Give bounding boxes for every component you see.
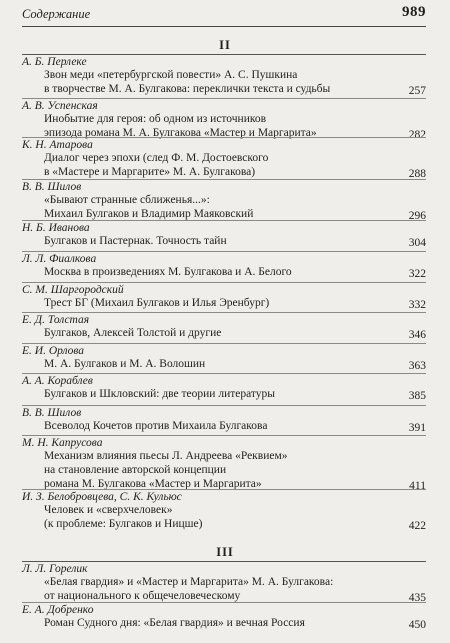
- entry-author: А. Б. Перлеке: [22, 56, 87, 68]
- entry-title-line: М. А. Булгаков и М. А. Волошин: [44, 358, 206, 370]
- entry-title-line: Инобытие для героя: об одном из источников: [44, 113, 267, 125]
- entry-page-number: 450: [408, 619, 426, 631]
- toc-entry[interactable]: [22, 284, 426, 313]
- folio-page-number: 989: [402, 4, 426, 20]
- toc-entry[interactable]: [22, 181, 426, 224]
- entry-author: Л. Л. Горелик: [22, 563, 88, 575]
- toc-entry[interactable]: [22, 253, 426, 282]
- entry-title-line: в «Мастере и Маргарите» М. А. Булгакова): [44, 165, 256, 178]
- entry-title-line: от национального к общечеловеческому: [44, 589, 241, 602]
- entry-page-number: 304: [408, 237, 426, 249]
- entry-title-line: «Белая гвардия» и «Мастер и Маргарита» М. А. Булгакова:: [44, 576, 334, 588]
- entry-separator: [22, 489, 426, 490]
- entry-title-line: Человек и «сверхчеловек»: [44, 504, 173, 516]
- entry-separator: [22, 98, 426, 99]
- entry-page-number: 296: [408, 209, 426, 222]
- entry-page-number: 282: [408, 128, 426, 141]
- entry-page-number: 422: [408, 519, 426, 532]
- entry-page-number: 257: [408, 84, 426, 97]
- entry-title-line: Булгаков и Шкловский: две теории литературы: [44, 388, 276, 400]
- entry-separator: [22, 343, 426, 344]
- entry-page-number: 385: [408, 390, 426, 402]
- entry-title-line: Булгаков и Пастернак. Точность тайн: [44, 235, 227, 247]
- entry-page-number: 288: [408, 167, 426, 180]
- toc-entry[interactable]: [22, 345, 426, 374]
- entry-title-line: (к проблеме: Булгаков и Ницше): [44, 517, 203, 530]
- entry-page-number: 391: [408, 422, 426, 434]
- toc-entry[interactable]: [22, 56, 426, 99]
- entry-author: Е. Д. Толстая: [22, 314, 90, 326]
- entry-page-number: 346: [408, 329, 426, 341]
- entry-title-line: «Бывают странные сближенья...»:: [44, 194, 210, 206]
- entry-page-number: 411: [409, 479, 426, 492]
- entry-author: М. Н. Капрусова: [22, 437, 103, 449]
- entry-author: К. Н. Атарова: [22, 139, 93, 151]
- running-title: Содержание: [22, 7, 91, 21]
- entry-separator: [22, 312, 426, 313]
- entry-author: Н. Б. Иванова: [22, 222, 90, 234]
- entry-title-line: эпизода романа М. А. Булгакова «Мастер и Маргарита»: [44, 126, 317, 139]
- entry-author: Е. И. Орлова: [22, 345, 85, 357]
- toc-entry[interactable]: [22, 314, 426, 343]
- entry-title-line: Трест БГ (Михаил Булгаков и Илья Эренбург): [44, 297, 270, 309]
- entry-author: И. З. Белобровцева, С. К. Кульюс: [22, 491, 182, 503]
- entry-title-line: Роман Судного дня: «Белая гвардия» и вечная Россия: [44, 617, 305, 629]
- entry-title-line: Звон меди «петербургской повести» А. С. Пушкина: [44, 69, 298, 81]
- toc-entry[interactable]: [22, 491, 426, 534]
- entry-title-line: Диалог через эпохи (след Ф. М. Достоевского: [44, 152, 269, 164]
- toc-entry[interactable]: [22, 563, 426, 606]
- entry-separator: [22, 220, 426, 221]
- toc-entry[interactable]: [22, 222, 426, 251]
- entry-title-line: романа М. Булгакова «Мастер и Маргарита»: [44, 477, 262, 490]
- entry-title-line: Механизм влияния пьесы Л. Андреева «Реквием»: [44, 450, 288, 462]
- entry-author: Л. Л. Фиалкова: [22, 253, 97, 265]
- entry-title-line: в творчестве М. А. Булгакова: переклички текста и судьбы: [44, 82, 331, 95]
- entry-title-line: Булгаков, Алексей Толстой и другие: [44, 327, 222, 339]
- toc-entry[interactable]: [22, 407, 426, 436]
- entry-separator: [22, 373, 426, 374]
- toc-entry[interactable]: [22, 139, 426, 182]
- entry-separator: [22, 405, 426, 406]
- entry-title-line: Москва в произведениях М. Булгакова и А. Белого: [44, 266, 292, 278]
- section-rule: [22, 54, 426, 55]
- entry-author: А. В. Успенская: [22, 100, 98, 112]
- toc-entry[interactable]: [22, 375, 426, 404]
- entry-separator: [22, 282, 426, 283]
- entry-title-line: Михаил Булгаков и Владимир Маяковский: [44, 207, 254, 220]
- entry-title-line: на становление авторской концепции: [44, 463, 227, 476]
- entry-author: Е. А. Добренко: [22, 604, 94, 616]
- entry-separator: [22, 251, 426, 252]
- entry-page-number: 332: [408, 299, 426, 311]
- entry-author: В. В. Шилов: [22, 181, 82, 193]
- entry-page-number: 363: [408, 360, 426, 372]
- entry-separator: [22, 137, 426, 138]
- entry-page-number: 322: [408, 268, 426, 280]
- entry-separator: [22, 435, 426, 436]
- running-header: [22, 0, 426, 27]
- entry-author: С. М. Шаргородский: [22, 284, 124, 296]
- entry-separator: [22, 179, 426, 180]
- entry-author: В. В. Шилов: [22, 407, 82, 419]
- section-numeral: III: [216, 545, 234, 559]
- entry-page-number: 435: [408, 591, 426, 604]
- entry-title-line: Всеволод Кочетов против Михаила Булгакова: [44, 420, 268, 432]
- section-numeral: II: [219, 38, 231, 52]
- entry-separator: [22, 602, 426, 603]
- toc-entry[interactable]: [22, 604, 426, 633]
- toc-entry[interactable]: [22, 437, 426, 493]
- section-rule: [22, 561, 426, 562]
- entry-author: А. А. Кораблев: [22, 375, 93, 387]
